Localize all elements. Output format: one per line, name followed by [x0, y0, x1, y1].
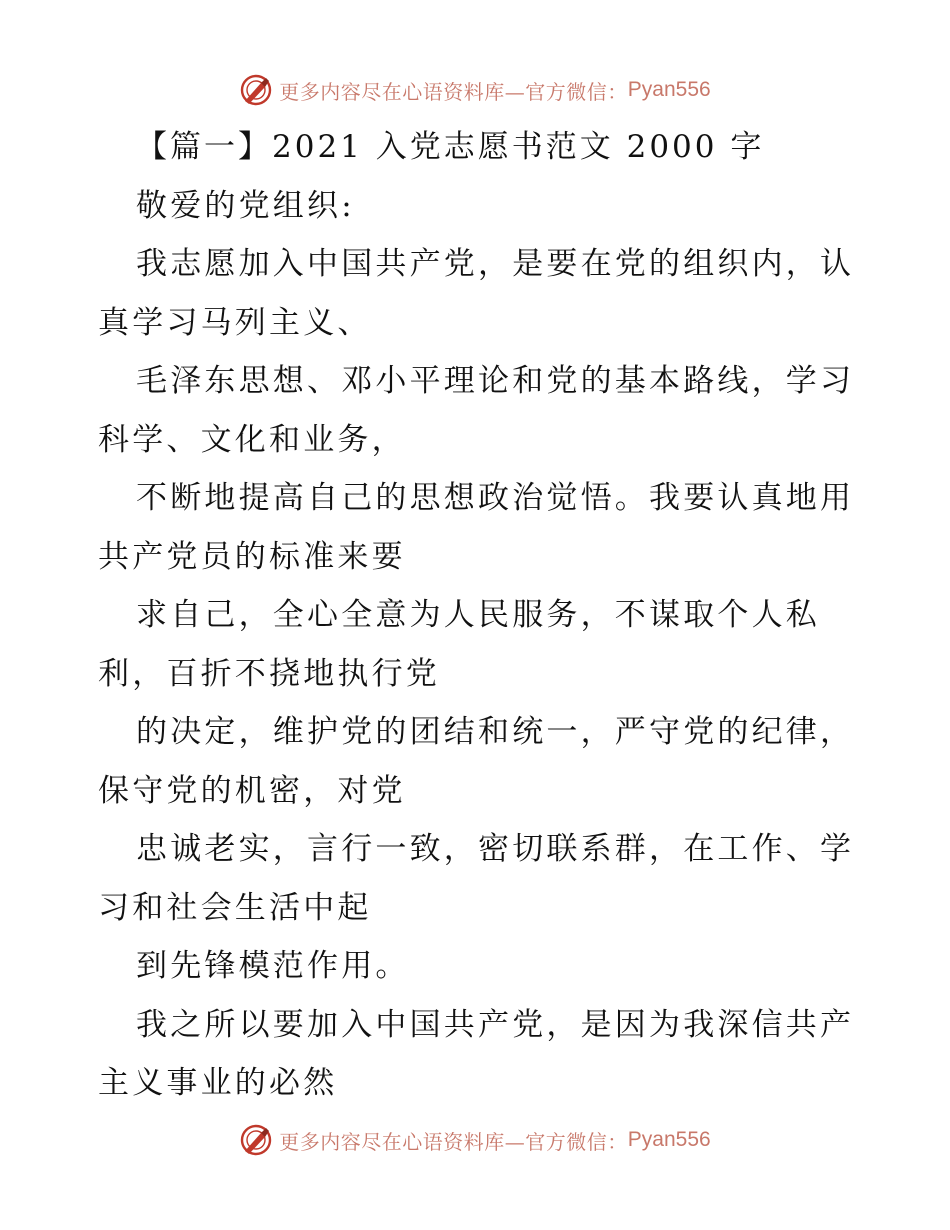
banner-wechat-id: Pyan556: [627, 1128, 711, 1151]
footer-banner-content: [239, 1123, 710, 1157]
pen-logo-icon: [239, 73, 273, 107]
banner-wechat-id: Pyan556: [627, 78, 711, 101]
banner-text: 更多内容尽在心语资料库—官方微信：: [279, 1129, 628, 1154]
banner-text: 更多内容尽在心语资料库—官方微信：: [279, 79, 628, 104]
document-title: 【篇一】2021 入党志愿书范文 2000 字: [136, 129, 765, 165]
text-line: 习和社会生活中起: [98, 889, 372, 926]
footer-banner: [0, 1118, 950, 1162]
text-line: 真学习马列主义、: [98, 304, 372, 341]
text-line: 毛泽东思想、邓小平理论和党的基本路线，学习: [136, 363, 855, 399]
text-line: 利，百折不挠地执行党: [98, 655, 440, 692]
text-line: 保守党的机密，对党: [98, 772, 406, 809]
text-line: 我之所以要加入中国共产党，是因为我深信共产: [136, 1006, 855, 1043]
pen-logo-icon: [239, 1123, 273, 1157]
document-body: [98, 118, 858, 1113]
header-banner-content: [239, 73, 710, 107]
text-line: 主义事业的必然: [98, 1065, 338, 1101]
text-line: 科学、文化和业务，: [98, 421, 406, 458]
text-line: 忠诚老实，言行一致，密切联系群，在工作、学: [136, 831, 855, 867]
text-line: 我志愿加入中国共产党，是要在党的组织内，认: [136, 246, 855, 282]
text-line: 的决定，维护党的团结和统一，严守党的纪律，: [136, 714, 855, 750]
text-line: 不断地提高自己的思想政治觉悟。我要认真地用: [136, 480, 855, 516]
text-line: 到先锋模范作用。: [136, 948, 410, 984]
text-line: 共产党员的标准来要: [98, 538, 406, 575]
salutation: 敬爱的党组织:: [136, 187, 355, 224]
header-banner: [0, 68, 950, 112]
text-line: 求自己，全心全意为人民服务，不谋取个人私: [136, 597, 820, 633]
